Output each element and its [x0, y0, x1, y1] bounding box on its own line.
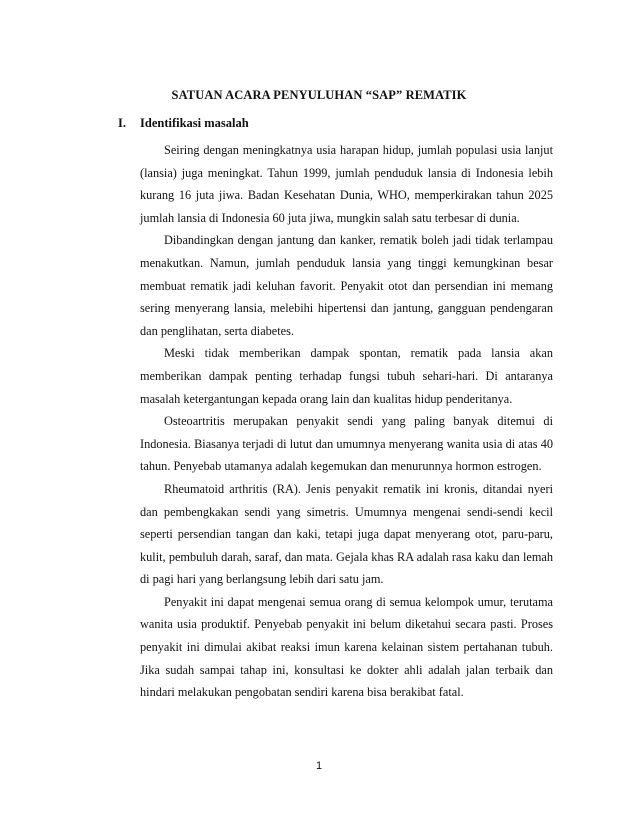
page-number: 1 — [315, 760, 323, 772]
section-number: I. — [118, 116, 126, 130]
document-title: SATUAN ACARA PENYULUHAN “SAP” REMATIK — [171, 88, 467, 102]
paragraph: Meski tidak memberikan dampak spontan, rematik pada lansia akan memberikan dampak penting terhadap fungsi tubuh sehari-hari. Di antaranya masalah ketergantungan kepada orang lain dan kualitas hidup penderitanya. — [140, 346, 553, 406]
paragraph: Rheumatoid arthritis (RA). Jenis penyakit rematik ini kronis, ditandai nyeri dan pembengkakan sendi yang simetris. Umumnya mengenai sendi-sendi kecil seperti persendian tangan dan kaki, tetapi juga dapat menyerang otot, paru-paru, kulit, pembuluh darah, saraf, dan mata. Gejala khas RA adalah rasa kaku dan lemah di pagi hari yang berlangsung lebih dari satu jam. — [140, 481, 553, 587]
paragraph: Osteoartritis merupakan penyakit sendi yang paling banyak ditemui di Indonesia. Biasanya terjadi di lutut dan umumnya menyerang wanita usia di atas 40 tahun. Penyebab utamanya adalah kegemukan dan menurunnya hormon estrogen. — [140, 414, 553, 474]
paragraph: Penyakit ini dapat mengenai semua orang di semua kelompok umur, terutama wanita usia produktif. Penyebab penyakit ini belum diketahui secara pasti. Proses penyakit ini dimulai akibat reaksi imun karena kelainan sistem pertahanan tubuh. Jika sudah sampai tahap ini, konsultasi ke dokter ahli adalah jalan terbaik dan hindari melakukan pengobatan sendiri karena bisa berakibat fatal. — [140, 594, 553, 700]
paragraph: Seiring dengan meningkatnya usia harapan hidup, jumlah populasi usia lanjut (lansia) juga meningkat. Tahun 1999, jumlah penduduk lansia di Indonesia lebih kurang 16 juta jiwa. Badan Kesehatan Dunia, WHO, memperkirakan tahun 2025 jumlah lansia di Indonesia 60 juta jiwa, mungkin salah satu terbesar di dunia. — [140, 143, 553, 225]
paragraph: Dibandingkan dengan jantung dan kanker, rematik boleh jadi tidak terlampau menakutkan. Namun, jumlah penduduk lansia yang tinggi kemungkinan besar membuat rematik jadi keluhan favorit. Penyakit otot dan persendian ini memang sering menyerang lansia, melebihi hipertensi dan jantung, gangguan pendengaran dan penglihatan, serta diabetes. — [140, 233, 553, 338]
section-body — [140, 139, 553, 704]
section-heading: Identifikasi masalah — [140, 116, 249, 130]
